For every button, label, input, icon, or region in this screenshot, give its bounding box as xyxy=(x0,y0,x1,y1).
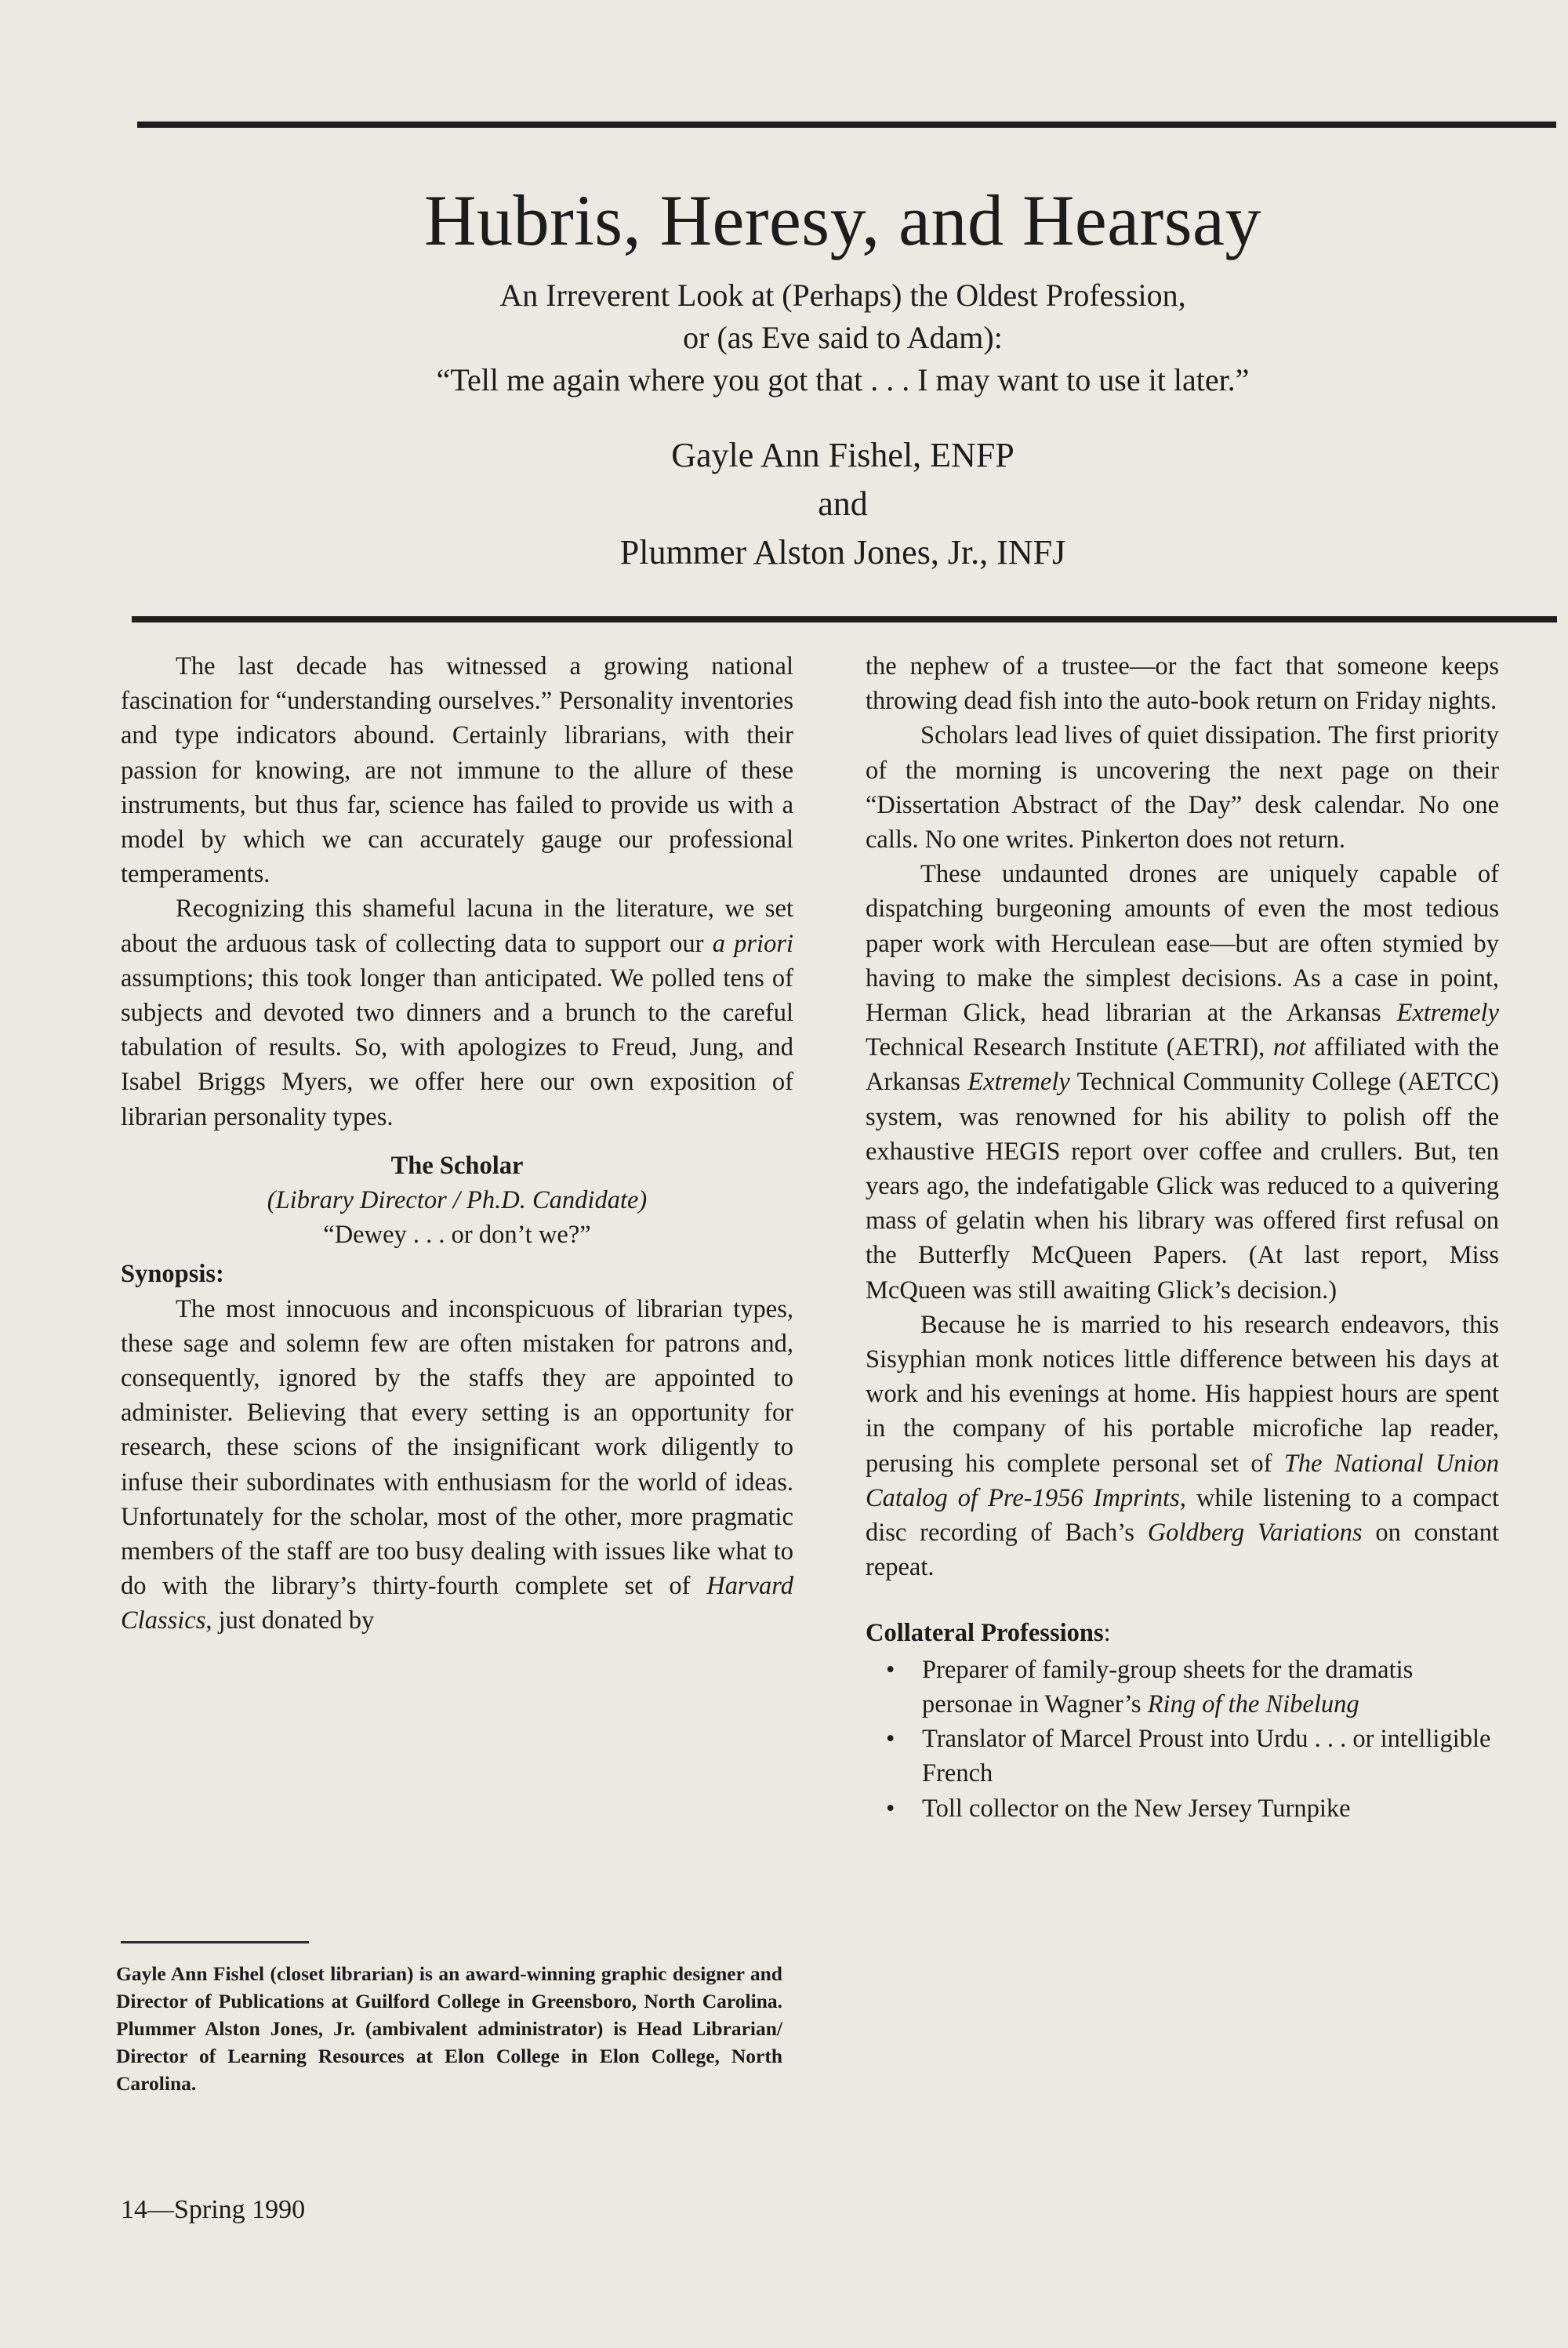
paragraph: Recognizing this shameful lacuna in the literature, we set about the arduous task of collecting data to support our a priori assumptions; this took longer than anticipated. We polled tens of subjects and devoted two dinners and a brunch to the careful tabulation of results. So, with apologizes to Freud, Jung, and Isabel Briggs Myers, we offer here our own exposition of librarian personality types. xyxy=(121,895,793,1131)
bullet-icon: • xyxy=(886,1794,895,1823)
paragraph: The most innocuous and inconspicuous of librarian types, these sage and solemn few are often mistaken for patrons and, consequently, ignored by the staffs they are appointed to administer. Believing that every setting is an opportunity for research, these scions of the insignificant work diligently to infuse their subordinates with enthusiasm for the world of ideas. Unfortunately for the scholar, most of the other, more pragmatic members of the staff are too busy dealing with issues like what to do with the library’s thirty-fourth complete set of Harvard Classics, just donated by xyxy=(121,1294,793,1635)
header-divider-rule xyxy=(132,616,1557,622)
author-name: Plummer Alston Jones, Jr., INFJ xyxy=(619,533,1066,572)
subtitle-line: or (as Eve said to Adam): xyxy=(683,320,1003,355)
article-title: Hubris, Heresy, and Hearsay xyxy=(424,180,1261,260)
bullet-icon: • xyxy=(886,1725,895,1754)
paragraph: Scholars lead lives of quiet dissipation. The first priority of the morning is uncovering the next page on their “Dissertation Abstract of the Day” desk calendar. No one calls. No one writes. Pinkerton does not return. xyxy=(866,721,1499,855)
footnote-rule xyxy=(121,1941,309,1943)
paragraph: the nephew of a trustee—or the fact that someone keeps throwing dead fish into the auto-book return on Friday nights. xyxy=(866,652,1499,716)
paragraph: These undaunted drones are uniquely capable of dispatching burgeoning amounts of even the most tedious paper work with Herculean ease—but are often stymied by having to make the simplest decisions. As a case in point, Herman Glick, head librarian at the Arkansas Extremely Technical Research Institute (AETRI), not affiliated with the Arkansas Extremely Technical Community College (AETCC) system, was renowned for his ability to polish off the exhaustive HEGIS report over coffee and crullers. But, ten years ago, the indefatigable Glick was reduced to a quivering mass of gelatin when his library was offered first refusal on the Butterfly McQueen Papers. (At last report, Miss McQueen was still awaiting Glick’s decision.) xyxy=(866,860,1500,1305)
author-bio-footnote: Gayle Ann Fishel (closet librarian) is an award-winning graphic designer and Director of Publications at Guilford College in Greensboro, North Carolina. Plummer Alston Jones, Jr. (ambivalent administrator) is Head Librarian/ Director of Learning Resources at Elon College in Elon College, North Carolina. xyxy=(116,1962,782,2095)
list-item: • Translator of Marcel Proust into Urdu . . . or intelligible French xyxy=(866,1722,1499,1791)
list-item: • Preparer of family-group sheets for the dramatis personae in Wagner’s Ring of the Nibelung xyxy=(866,1653,1499,1722)
bullet-icon: • xyxy=(886,1655,895,1684)
article-subtitle xyxy=(0,274,1568,401)
page-number: 14—Spring 1990 xyxy=(121,2195,306,2224)
list-item: • Toll collector on the New Jersey Turnpike xyxy=(866,1791,1499,1826)
section-title: The Scholar xyxy=(390,1151,524,1180)
subtitle-line: “Tell me again where you got that . . . I may want to use it later.” xyxy=(436,362,1250,397)
section-subtitle: (Library Director / Ph.D. Candidate) xyxy=(267,1186,648,1215)
subtitle-line: An Irreverent Look at (Perhaps) the Oldest Profession, xyxy=(499,278,1186,313)
synopsis-label: Synopsis: xyxy=(121,1260,224,1289)
byline xyxy=(0,431,1568,577)
right-column xyxy=(866,649,1499,1826)
left-column xyxy=(121,649,793,1639)
author-name: Gayle Ann Fishel, ENFP xyxy=(671,436,1014,474)
author-conjunction: and xyxy=(818,484,868,523)
collateral-professions-heading: Collateral Professions: xyxy=(866,1619,1111,1648)
collateral-professions-list xyxy=(866,1653,1499,1826)
section-quote: “Dewey . . . or don’t we?” xyxy=(323,1221,591,1250)
top-rule xyxy=(137,122,1556,128)
paragraph: Because he is married to his research endeavors, this Sisyphian monk notices little difference between his days at work and his evenings at home. His happiest hours are spent in the company of his portable microfiche lap reader, perusing his complete personal set of The National Union Catalog of Pre-1956 Imprints, while listening to a compact disc recording of Bach’s Goldberg Variations on constant repeat. xyxy=(866,1310,1499,1582)
paragraph: The last decade has witnessed a growing national fascination for “understanding ourselves.” Personality inventories and type indicators abound. Certainly librarians, with their passion for knowing, are not immune to the allure of these instruments, but thus far, science has failed to provide us with a model by which we can accurately gauge our professional temperaments. xyxy=(121,652,793,889)
